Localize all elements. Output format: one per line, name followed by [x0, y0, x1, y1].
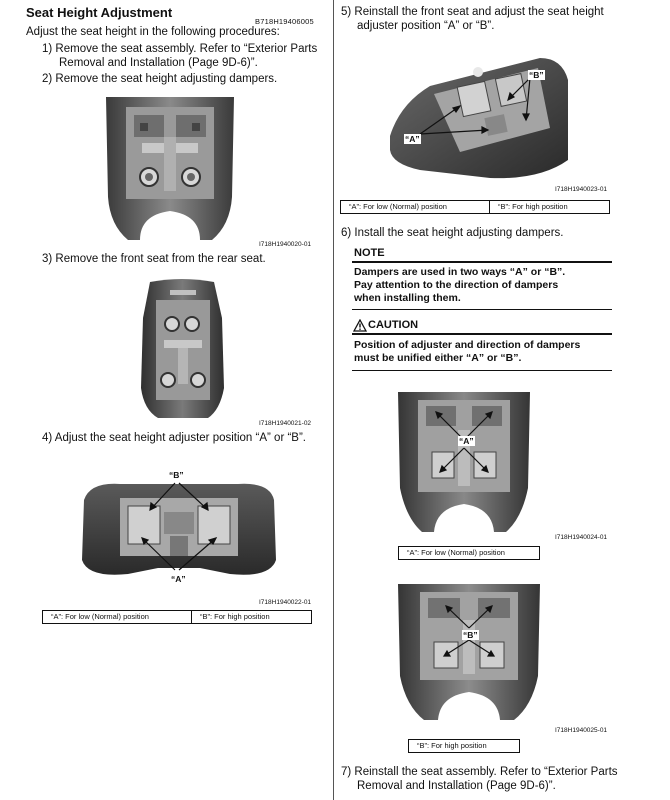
figure-6-label-b: “B”: [463, 630, 478, 640]
legend-a: “A”: For low (Normal) position: [43, 611, 192, 623]
step-1-line-2: Removal and Installation (Page 9D-6)”.: [59, 57, 258, 69]
figure-dampers-position-a: [396, 392, 532, 532]
note-bottom-rule: [352, 309, 612, 310]
caution-line-1: Position of adjuster and direction of dampers: [354, 339, 581, 351]
step-1-line-1: 1) Remove the seat assembly. Refer to “Exterior Parts: [42, 43, 318, 55]
note-line-2: Pay attention to the direction of dampers: [354, 279, 559, 291]
figure-3-label-a: “A”: [171, 574, 186, 584]
warning-triangle-icon: [353, 319, 367, 332]
figure-4-code: I718H1940023-01: [555, 186, 608, 193]
column-divider: [333, 0, 334, 800]
figure-adjuster-positions: [80, 470, 278, 588]
legend-a: “A”: For low (Normal) position: [341, 201, 490, 213]
figure-seat-underside-dampers: [102, 97, 238, 240]
document-code: B718H19406005: [255, 17, 314, 26]
figure-5-code: I718H1940024-01: [555, 534, 608, 541]
step-2-text: 2) Remove the seat height adjusting dampers.: [42, 73, 278, 85]
intro-text: Adjust the seat height in the following procedures:: [26, 26, 280, 38]
step-4-text: 4) Adjust the seat height adjuster position “A” or “B”.: [42, 432, 306, 444]
figure-front-seat-removed: [130, 278, 235, 418]
figure-4-legend-table: [340, 200, 610, 214]
caution-top-rule: [352, 333, 612, 335]
figure-2-code: I718H1940021-02: [259, 420, 312, 427]
figure-6-code: I718H1940025-01: [555, 727, 608, 734]
section-title: Seat Height Adjustment: [26, 5, 173, 20]
note-top-rule: [352, 261, 612, 263]
caution-heading: CAUTION: [368, 319, 419, 331]
figure-front-seat-adjuster: [390, 40, 570, 180]
legend-b: “B”: For high position: [498, 202, 568, 211]
figure-3-legend-table: [42, 610, 312, 624]
step-5-line-2: adjuster position “A” or “B”.: [357, 20, 495, 32]
step-5-line-1: 5) Reinstall the front seat and adjust the seat height: [341, 6, 604, 18]
figure-3-label-b: “B”: [169, 470, 184, 480]
figure-3-code: I718H1940022-01: [259, 599, 312, 606]
note-heading: NOTE: [354, 247, 385, 259]
figure-1-code: I718H1940020-01: [259, 241, 312, 248]
figure-4-label-a: “A”: [405, 134, 420, 144]
step-6-text: 6) Install the seat height adjusting dampers.: [341, 227, 564, 239]
step-7-line-1: 7) Reinstall the seat assembly. Refer to “Exterior Parts: [341, 766, 618, 778]
legend-b: “B”: For high position: [200, 612, 270, 621]
figure-6-legend-table: [408, 739, 520, 753]
step-3-text: 3) Remove the front seat from the rear seat.: [42, 253, 266, 265]
note-line-3: when installing them.: [354, 292, 461, 304]
figure-5-legend-table: [398, 546, 540, 560]
figure-4-label-b: “B”: [529, 70, 544, 80]
note-line-1: Dampers are used in two ways “A” or “B”.: [354, 266, 566, 278]
legend-b: “B”: For high position: [417, 741, 487, 750]
caution-bottom-rule: [352, 370, 612, 371]
legend-a: “A”: For low (Normal) position: [407, 548, 505, 557]
figure-dampers-position-b: [396, 584, 542, 720]
caution-line-2: must be unified either “A” or “B”.: [354, 352, 522, 364]
figure-5-label-a: “A”: [459, 436, 474, 446]
step-7-line-2: Removal and Installation (Page 9D-6)”.: [357, 780, 556, 792]
